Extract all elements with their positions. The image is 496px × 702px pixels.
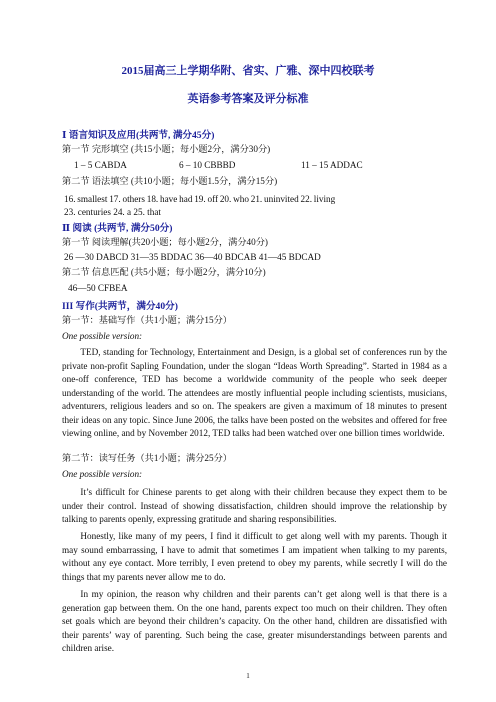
part2-sec1-answers: 26 —30 DABCD 31—35 BDDAC 36—40 BDCAB 41—45 BDCAD: [64, 252, 321, 262]
part1-sec2-answers-line2: 23. centuries 24. a 25. that: [64, 207, 161, 217]
answer-group: 6 – 10 CBBBD: [179, 160, 236, 170]
document-title: 2015届高三上学期华附、省实、广雅、深中四校联考: [121, 65, 375, 77]
answer-group: 11 – 15 ADDAC: [301, 160, 363, 170]
essay-2-paragraph-2: Honestly, like many of my peers, I find it difficult to get along well with my parents. Though it may sound embarrassing, I have to admit that sometimes I am impatient when talking to my parents, without any eye contact. More terribly, I even pretend to obey my parents, while secretly I will do the things that my parents never allow me to do.: [62, 531, 447, 582]
part2-sec2-title: 第二节 信息匹配 (共5小题；每小题2分，满分10分): [62, 267, 266, 277]
document-subtitle: 英语参考答案及评分标准: [187, 93, 309, 105]
part2-sec1-title: 第一节 阅读理解(共20小题；每小题2分，满分40分): [62, 237, 268, 247]
answer-group: 1 – 5 CABDA: [74, 160, 127, 170]
part1-heading: Ⅰ 语言知识及应用(共两节, 满分45分): [62, 130, 215, 141]
essay-2-paragraph-1: It’s difficult for Chinese parents to get along with their children because they expect them to be under their control. Instead of showing dissatisfaction, children should improve the relationship by talking to parents openly, expressing gratitude and sharing responsibilities.: [62, 487, 447, 524]
part2-heading: Ⅱ 阅读 (共两节, 满分50分): [62, 223, 173, 234]
part2-sec2-answers: 46—50 CFBEA: [68, 283, 128, 293]
part3-heading: III 写作(共两节，满分40分): [62, 301, 178, 312]
page-number: 1: [246, 672, 250, 680]
part1-sec2-answers-line1: 16. smallest 17. others 18. have had 19. off 20. who 21. uninvited 22. living: [64, 194, 336, 204]
version-label: One possible version:: [62, 469, 143, 479]
essay-1: TED, standing for Technology, Entertainment and Design, is a global set of conferences run by the private non-profit Sapling Foundation, under the slogan “Ideas Worth Spreading”. Started in 1984 as a one-off conference, TED has become a worldwide community of the people who seek deeper understanding of the world. The attendees are mostly influential people including scientists, musicians, adventurers, religious leaders and so on. The speakers are given a maximum of 18 minutes to present their ideas on any topic. Since June 2006, the talks have been posted on the websites and offered for free viewing online, and by November 2012, TED talks had been watched over one billion times worldwide.: [62, 347, 447, 438]
essay-2-paragraph-3: In my opinion, the reason why children and their parents can’t get along well is that there is a generation gap between them. On the one hand, parents expect too much on their children. They often set goals which are beyond their children’s capacity. On the other hand, children are dissatisfied with their parents’ way of parenting. Such being the case, greater misunderstandings between parents and children arise.: [62, 589, 447, 653]
part1-sec1-title: 第一节 完形填空 (共15小题；每小题2分，满分30分): [62, 144, 271, 154]
part3-sec2-title: 第二节：读写任务（共1小题；满分25分）: [62, 453, 232, 463]
part3-sec1-title: 第一节：基础写作（共1小题；满分15分）: [62, 315, 232, 325]
part1-sec2-title: 第二节 语法填空 (共10小题；每小题1.5分，满分15分): [62, 176, 278, 186]
version-label: One possible version:: [62, 331, 143, 341]
part1-sec1-answers: [74, 159, 459, 171]
